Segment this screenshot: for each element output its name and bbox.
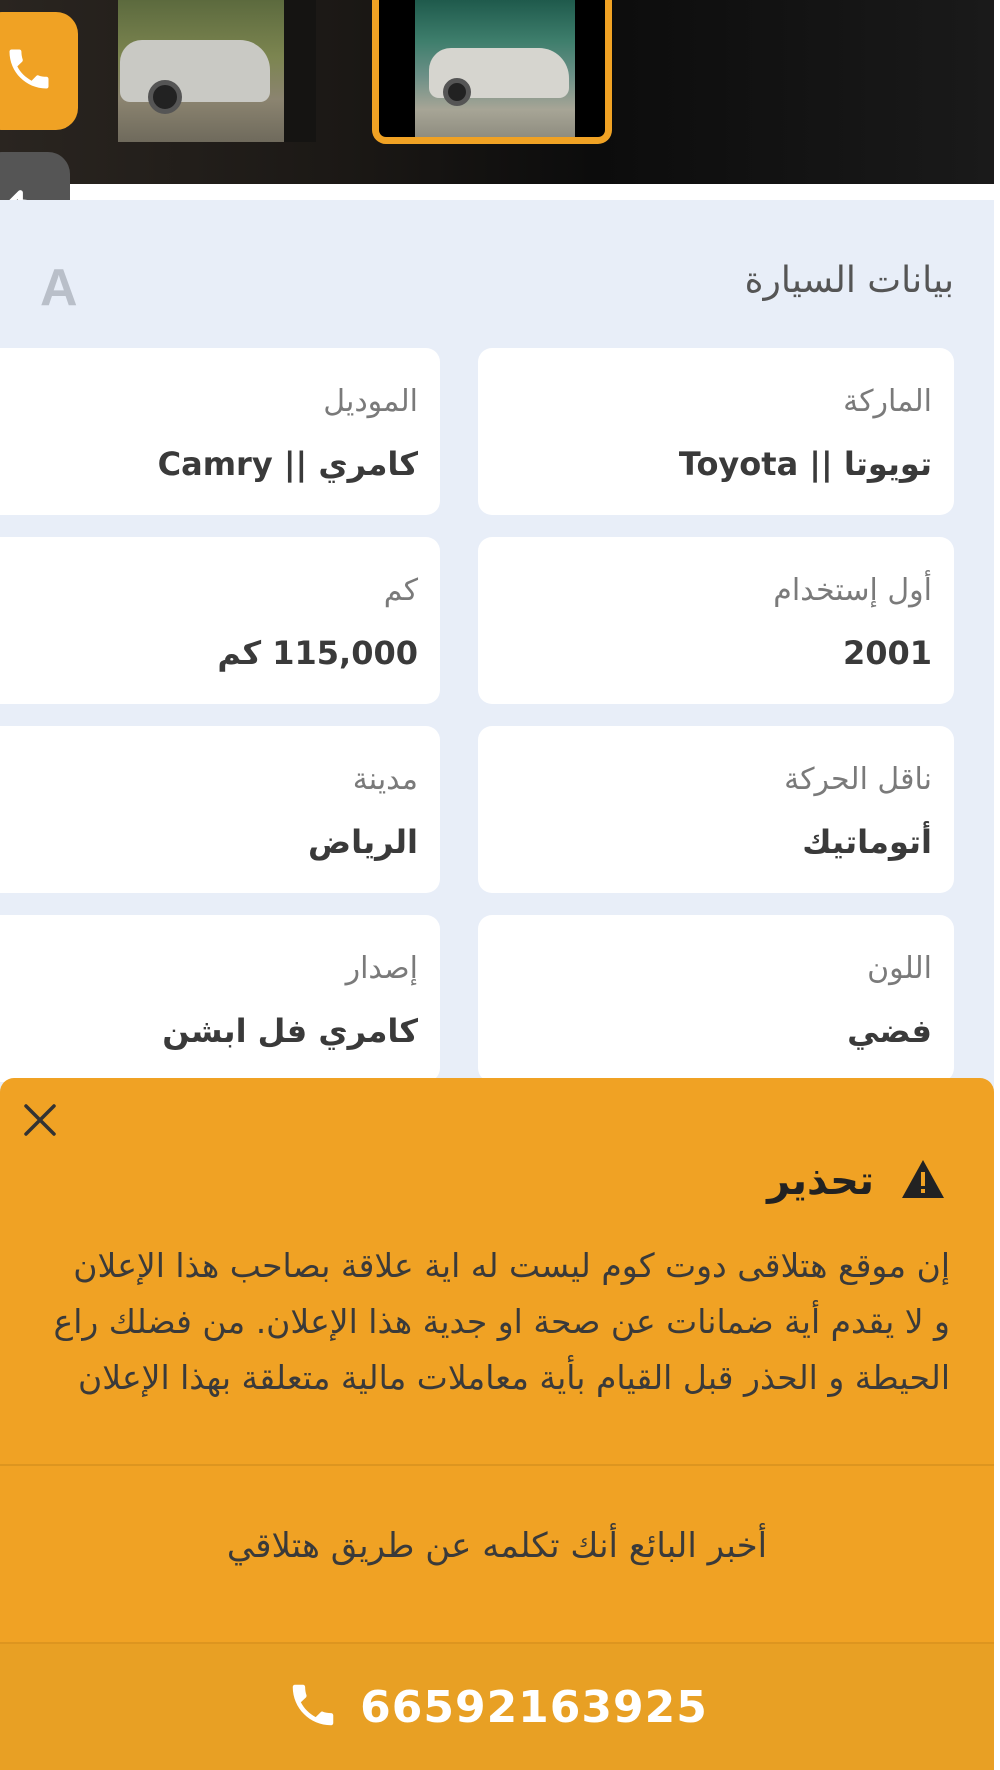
detail-value: كامري || Camry bbox=[157, 445, 418, 483]
car-wheel bbox=[148, 80, 182, 114]
car-image bbox=[415, 0, 575, 137]
details-grid bbox=[40, 348, 954, 1082]
divider bbox=[0, 1464, 994, 1466]
detail-label: مدينة bbox=[352, 762, 418, 797]
detail-card-city bbox=[0, 726, 440, 893]
detail-label: أول إستخدام bbox=[773, 573, 932, 608]
warning-icon bbox=[900, 1158, 946, 1204]
detail-value: الرياض bbox=[308, 823, 418, 861]
car-wheel bbox=[443, 78, 471, 106]
detail-value: تويوتا || Toyota bbox=[678, 445, 932, 483]
gallery-thumbnail-1[interactable] bbox=[118, 0, 284, 142]
warning-header bbox=[767, 1158, 946, 1204]
page-edge bbox=[994, 0, 1000, 1770]
gallery-spacer bbox=[284, 0, 316, 142]
image-gallery bbox=[0, 0, 994, 184]
detail-label: إصدار bbox=[345, 951, 418, 986]
phone-icon bbox=[286, 1678, 340, 1736]
detail-value: أتوماتيك bbox=[802, 823, 932, 861]
warning-sheet bbox=[0, 1078, 994, 1770]
section-title: بيانات السيارة bbox=[744, 260, 954, 301]
detail-label: ناقل الحركة bbox=[784, 762, 932, 797]
detail-label: كم bbox=[383, 573, 418, 608]
tell-seller-note: أخبر البائع أنك تكلمه عن طريق هتلاقي bbox=[226, 1526, 768, 1566]
car-details-section bbox=[0, 200, 994, 1200]
close-button[interactable] bbox=[20, 1100, 60, 1140]
detail-card-brand bbox=[478, 348, 954, 515]
detail-value: كامري فل ابشن bbox=[162, 1012, 418, 1050]
detail-card-mileage bbox=[0, 537, 440, 704]
gallery-thumbnail-2-selected[interactable] bbox=[372, 0, 612, 144]
detail-label: اللون bbox=[867, 951, 932, 986]
warning-title: تحذير bbox=[767, 1158, 874, 1204]
warning-message: إن موقع هتلاقى دوت كوم ليست له اية علاقة بصاحب هذا الإعلان و لا يقدم أية ضمانات عن صحة او جدية هذا الإعلان. من فضلك راع الحيطة و الحذر قبل القيام بأية معاملات مالية متعلقة بهذا الإعلان bbox=[53, 1246, 950, 1397]
detail-card-transmission bbox=[478, 726, 954, 893]
car-image bbox=[120, 40, 270, 102]
detail-value: 2001 bbox=[842, 634, 932, 672]
phone-icon bbox=[3, 43, 55, 99]
call-button[interactable] bbox=[0, 12, 78, 130]
detail-label: الماركة bbox=[843, 384, 932, 419]
detail-value: 115,000 كم bbox=[217, 634, 418, 672]
phone-number: 66592163925 bbox=[360, 1681, 708, 1733]
detail-value: فضي bbox=[847, 1012, 932, 1050]
detail-label: الموديل bbox=[323, 384, 418, 419]
detail-card-color bbox=[478, 915, 954, 1082]
font-size-button[interactable]: A bbox=[40, 259, 78, 317]
close-icon bbox=[20, 1125, 60, 1144]
detail-card-first-use bbox=[478, 537, 954, 704]
call-seller-button[interactable] bbox=[0, 1644, 994, 1770]
detail-card-model bbox=[0, 348, 440, 515]
detail-card-trim bbox=[0, 915, 440, 1082]
